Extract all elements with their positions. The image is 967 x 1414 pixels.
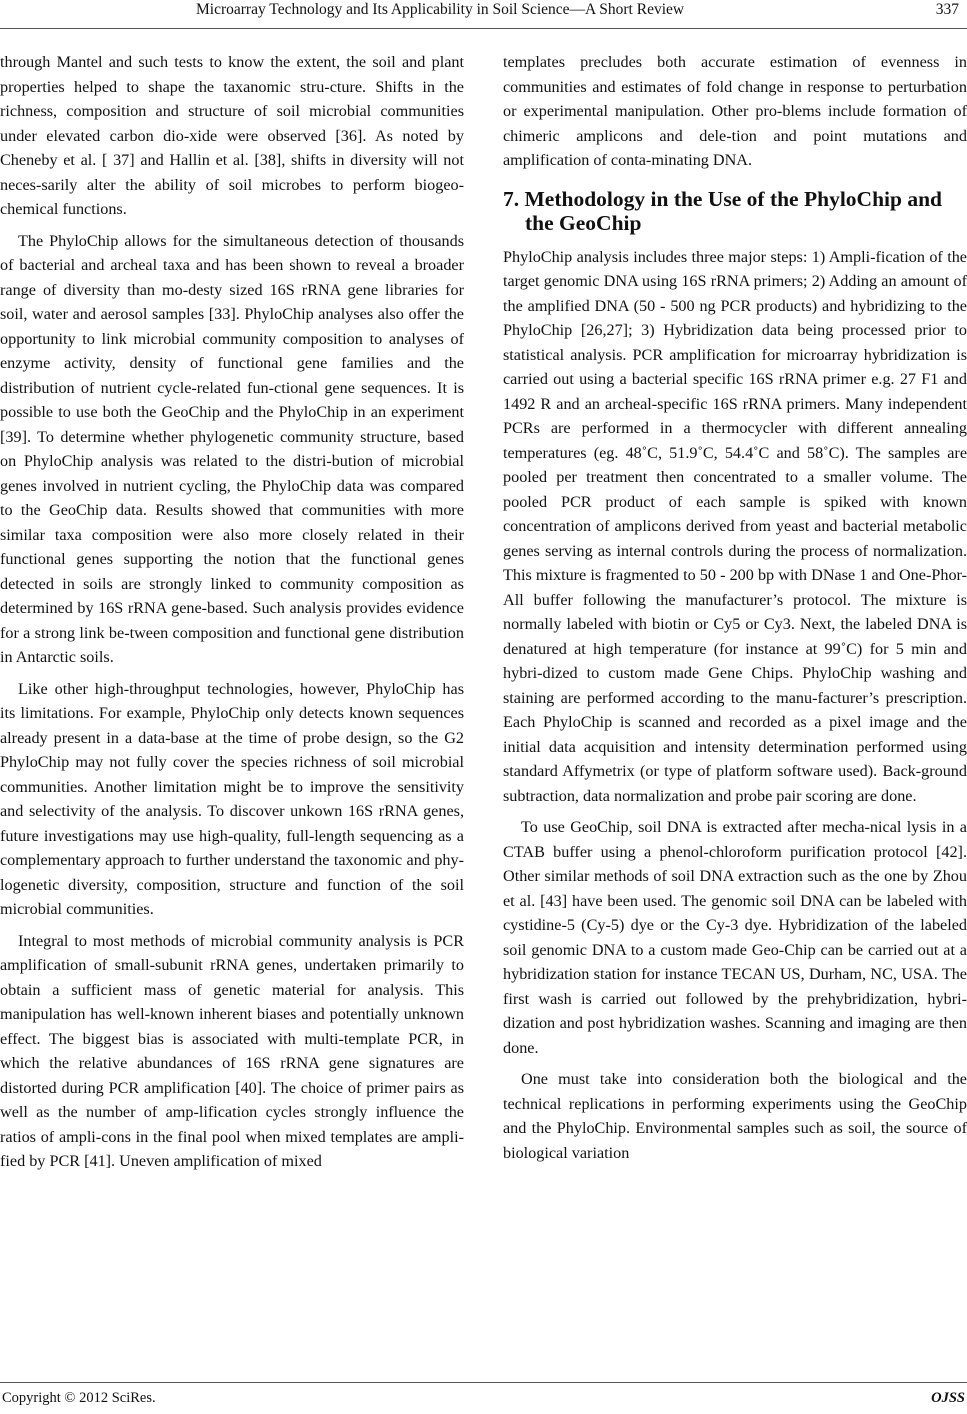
left-column — [0, 50, 464, 1181]
footer-rule — [0, 1382, 967, 1383]
right-column — [503, 50, 967, 1172]
paragraph: The PhyloChip allows for the simultaneous detection of thousands of bacterial and archeal taxa and has been shown to reveal a broader range of diversity than mo-desty sized 16S rRNA gene libraries for soil, water and aerosol samples [33]. PhyloChip analyses also offer the opportunity to link microbial community composition to analyses of enzyme activity, density of functional gene families and the distribution of nutrient cycle-related fun-ctional gene sequences. It is possible to use both the GeoChip and the PhyloChip in an experiment [39]. To determine whether phylogenetic community structure, based on PhyloChip analysis was related to the distri-bution of microbial genes involved in nutrient cycling, the PhyloChip data was compared to the GeoChip data. Results showed that communities with more similar taxa composition were also more closely related in their functional genes supporting the notion that the functional genes detected in soils are strongly linked to community composition as determined by 16S rRNA gene-based. Such analysis provides evidence for a strong link be-tween composition and functional gene distribution in Antarctic soils. — [0, 231, 464, 666]
paragraph: To use GeoChip, soil DNA is extracted after mecha-nical lysis in a CTAB buffer using a phenol-chloroform purification protocol [42]. Other similar methods of soil DNA extraction such as the one by Zhou et al. [43] have been used. The genomic soil DNA can be labeled with cystidine-5 (Cy-5) dye or the Cy-3 dye. Hybridization of the labeled soil genomic DNA to a custom made Geo-Chip can be carried out at a hybridization station for instance TECAN US, Durham, NC, USA. The first wash is carried out followed by the prehybridization, hybri-dization and post hybridization washes. Scanning and imaging are then done. — [503, 818, 967, 1057]
section-heading: 7. Methodology in the Use of the PhyloChip and the GeoChip — [503, 186, 942, 235]
page-number: 337 — [935, 1, 959, 18]
paragraph: One must take into consideration both the biological and the technical replications in performing experiments using the GeoChip and the PhyloChip. Environmental samples such as soil, the source of biological variation — [503, 1070, 967, 1162]
running-title: Microarray Technology and Its Applicability in Soil Science—A Short Review — [196, 1, 685, 18]
copyright-notice: Copyright © 2012 SciRes. — [2, 1390, 156, 1406]
paragraph: PhyloChip analysis includes three major steps: 1) Ampli-fication of the target genomic DNA using 16S rRNA primers; 2) Adding an amount of the amplified DNA (50 - 500 ng PCR products) and hybridizing to the PhyloChip [26,27]; 3) Hybridization data being processed prior to statistical analysis. PCR amplification for microarray hybridization is carried out using a bacterial specific 16S rRNA primer e.g. 27 F1 and 1492 R and an archeal-specific 16S rRNA primers. Many independent PCRs are performed in a thermocycler with different annealing temperatures (eg. 48˚C, 51.9˚C, 54.4˚C and 58˚C). The samples are pooled per treatment then concentrated to a smaller volume. The pooled PCR product of each sample is spiked with known concentration of amplicons derived from yeast and bacterial metabolic genes serving as internal controls during the process of normalization. This mixture is fragmented to 50 - 200 bp with DNase 1 and One-Phor-All buffer following the manufacturer’s protocol. The mixture is normally labeled with biotin or Cy5 or Cy3. Next, the labeled DNA is denatured at high temperature (for instance at 99˚C) for 5 min and hybri-dized to custom made Gene Chips. PhyloChip washing and staining are performed according to the manu-facturer’s prescription. Each PhyloChip is scanned and recorded as a pixel image and the initial data acquisition and intensity determination performed using standard Affymetrix (or type of platform software used). Back-ground subtraction, data normalization and probe pair scoring are done. — [503, 247, 967, 805]
paragraph: templates precludes both accurate estimation of evenness in communities and estimates of fold change in response to perturbation or experimental manipulation. Other pro-blems include formation of chimeric amplicons and dele-tion and point mutations and amplification of conta-minating DNA. — [503, 53, 967, 169]
paragraph: Like other high-throughput technologies, however, PhyloChip has its limitations. For example, PhyloChip only detects known sequences already present in a data-base at the time of probe design, so the G2 PhyloChip may not fully cover the species richness of soil microbial communities. Another limitation might be to improve the sensitivity and selectivity of the analysis. To discover unkown 16S rRNA genes, future investigations may use high-quality, full-length sequencing as a complementary approach to further understand the taxonomic and phy-logenetic diversity, composition, structure and function of the soil microbial communities. — [0, 679, 464, 918]
paragraph: Integral to most methods of microbial community analysis is PCR amplification of small-subunit rRNA genes, undertaken primarily to obtain a sufficient mass of genetic material for analysis. This manipulation has well-known inherent biases and potentially unknown effect. The biggest bias is associated with multi-template PCR, in which the relative abundances of 16S rRNA gene signatures are distorted during PCR amplification [40]. The choice of primer pairs as well as the number of amp-lification cycles strongly influence the ratios of ampli-cons in the final pool when mixed templates are ampli-fied by PCR [41]. Uneven amplification of mixed — [0, 931, 464, 1170]
paragraph: through Mantel and such tests to know the extent, the soil and plant properties helped to shape the taxanomic stru-cture. Shifts in the richness, composition and structure of soil microbial communities under elevated carbon dio-xide were observed [36]. As noted by Cheneby et al. [ 37] and Hallin et al. [38], shifts in diversity will not neces-sarily alter the ability of soil microbes to perform biogeo-chemical functions. — [0, 53, 464, 218]
running-header — [0, 0, 967, 29]
journal-abbreviation: OJSS — [931, 1390, 965, 1406]
